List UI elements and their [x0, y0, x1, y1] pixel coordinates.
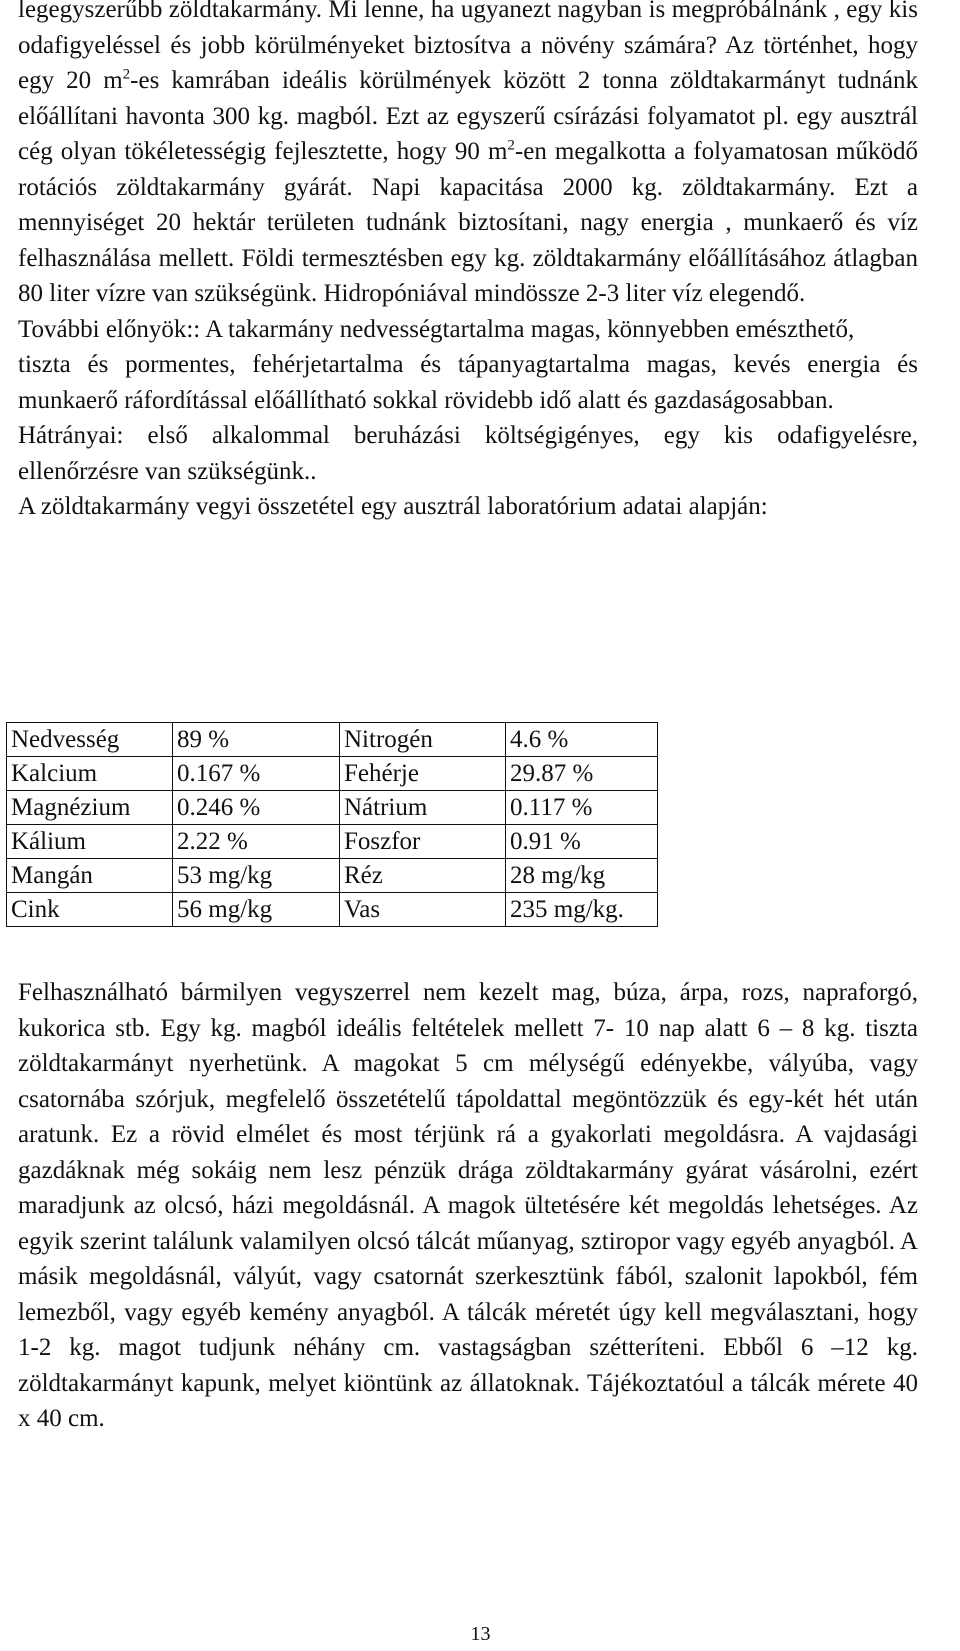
paragraph-advantages: További előnyök:: A takarmány nedvességtartalma magas, könnyebben emészthető,: [18, 315, 855, 343]
page-number: 13: [470, 1623, 491, 1645]
table-cell: Foszfor: [340, 825, 506, 859]
table-cell: Nedvesség: [7, 723, 173, 757]
table-cell: Nátrium: [340, 791, 506, 825]
table-cell: Kálium: [7, 825, 173, 859]
table-cell: 0.91 %: [506, 825, 658, 859]
paragraph-table-intro: A zöldtakarmány vegyi összetétel egy ausztrál laboratórium adatai alapján:: [18, 493, 768, 520]
table-cell: 0.246 %: [173, 791, 340, 825]
paragraph-hydroponics: [18, 0, 918, 312]
table-cell: 28 mg/kg: [506, 859, 658, 893]
composition-table: [6, 722, 658, 927]
paragraph-disadvantages: Hátrányai: első alkalommal beruházási költségigényes, egy kis odafigyelésre, ellenőrzésre van szükségünk..: [18, 422, 918, 485]
paragraph-text-part: -es kamrában ideális körülmények között 2 tonna zöldtakarmányt tudnánk előállítani havonta 300 kg. magból. Ezt az egyszerű csírázási folyamatot pl. egy ausztrál cég olyan tökéletességig fejlesztette, hogy 90 m: [18, 67, 918, 165]
paragraph-growing-method: Felhasználható bármilyen vegyszerrel nem kezelt mag, búza, árpa, rozs, napraforgó, kukorica stb. Egy kg. magból ideális feltételek mellett 7- 10 nap alatt 6 – 8 kg. tiszta zöldtakarmányt nyerhetünk. A magokat 5 cm mélységű edényekbe, vályúba, vagy csatornába szórjuk, megfelelő összetételű tápoldattal megöntözzük és egy-két hét után aratunk. Ez a rövid elmélet és most térjünk rá a gyakorlati megoldásra. A vajdasági gazdáknak még sokáig nem lesz pénzük drága zöldtakarmány gyárat vásárolni, ezért maradjunk az olcsó, házi megoldásnál. A magok ültetésére két megoldás lehetséges. Az egyik szerint találunk valamilyen olcsó tálcát műanyag, sztiropor vagy egyéb anyagból. A másik megoldásnál, vályút, vagy csatornát szerkesztünk fából, szalonit lapokból, fém lemezből, vagy egyéb kemény anyagból. A tálcák méretét úgy kell megválasztani, hogy 1-2 kg. magot tudjunk néhány cm. vastagságban szétteríteni. Ebből 6 –12 kg. zöldtakarmányt kapunk, melyet kiöntünk az állatoknak. Tájékoztatóul a tálcák mérete 40 x 40 cm.: [18, 979, 918, 1432]
table-cell: 56 mg/kg: [173, 893, 340, 927]
table-row: [7, 757, 658, 791]
table-cell: Mangán: [7, 859, 173, 893]
table-row: [7, 825, 658, 859]
superscript: 2: [122, 66, 131, 83]
paragraph-text-part: -en megalkotta a folyamatosan működő rotációs zöldtakarmány gyárát. Napi kapacitása 2000 kg. zöldtakarmány. Ezt a mennyiséget 20 hektár területen tudnánk biztosítani, nagy energia , munkaerő és víz felhasználása mellett. Földi termesztésben egy kg. zöldtakarmány előállításához átlagban 80 liter vízre van szükségünk. Hidropóniával mindössze 2-3 liter víz elegendő.: [18, 138, 919, 307]
table-row: [7, 723, 658, 757]
table-cell: 53 mg/kg: [173, 859, 340, 893]
table-cell: Nitrogén: [340, 723, 506, 757]
table-row: [7, 893, 658, 927]
table-cell: 89 %: [173, 723, 340, 757]
table-cell: Vas: [340, 893, 506, 927]
table-cell: 0.167 %: [173, 757, 340, 791]
table-cell: 29.87 %: [506, 757, 658, 791]
table-cell: Kalcium: [7, 757, 173, 791]
table-row: [7, 859, 658, 893]
body-text-bottom: [18, 975, 918, 1437]
table-cell: Cink: [7, 893, 173, 927]
table-cell: 2.22 %: [173, 825, 340, 859]
table-cell: Magnézium: [7, 791, 173, 825]
paragraph-advantages-continued: tiszta és pormentes, fehérjetartalma és tápanyagtartalma magas, kevés energia és munkaerő ráfordítással előállítható sokkal rövidebb idő alatt és gazdaságosabban.: [18, 351, 918, 414]
body-text-top: [18, 0, 918, 525]
table-row: [7, 791, 658, 825]
paragraph-text-part: legegyszerűbb zöldtakarmány. Mi lenne, ha ugyanezt nagyban is megpróbálnánk , egy kis odafigyeléssel és jobb körülményeket biztosítva a növény számára? Az történhet, hogy egy 20 m: [18, 0, 918, 94]
table-cell: 235 mg/kg.: [506, 893, 658, 927]
table-cell: 4.6 %: [506, 723, 658, 757]
table-cell: Réz: [340, 859, 506, 893]
table-cell: 0.117 %: [506, 791, 658, 825]
superscript: 2: [507, 137, 515, 154]
table-cell: Fehérje: [340, 757, 506, 791]
